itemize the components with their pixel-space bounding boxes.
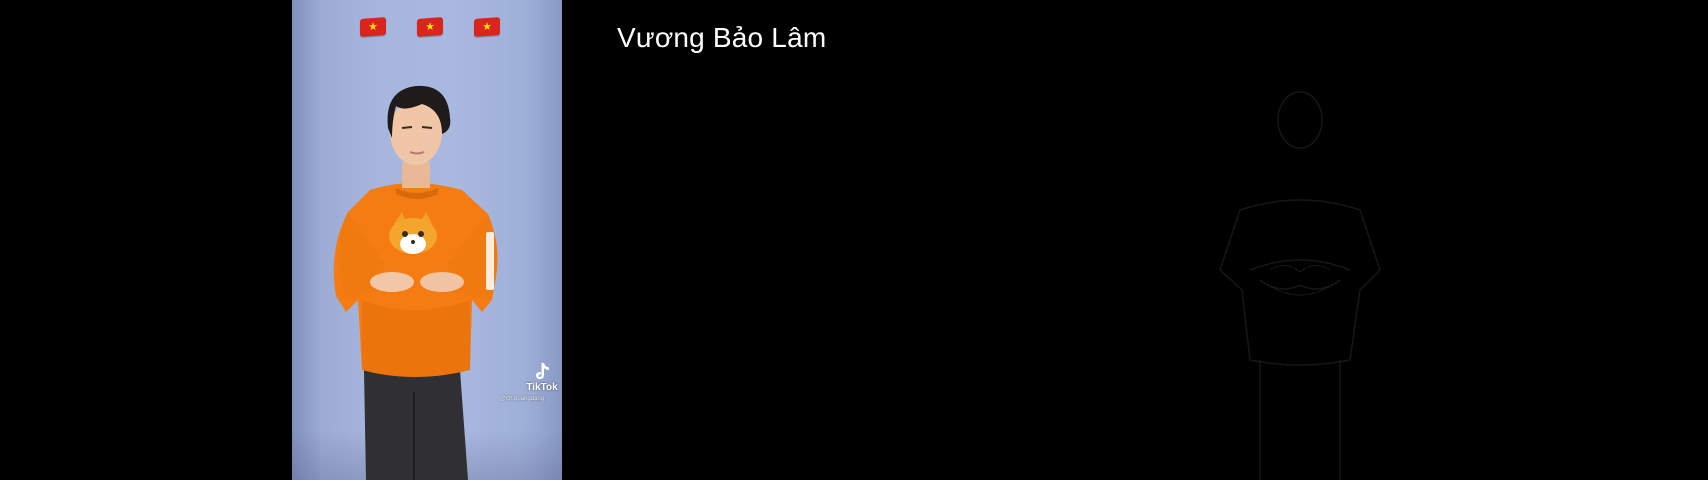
faded-figure-overlay (1150, 80, 1440, 480)
vietnam-flag-icon: ★ (417, 17, 443, 37)
vietnam-flag-icon: ★ (360, 17, 386, 37)
page-title: Vương Bảo Lâm (617, 22, 827, 53)
dancer-figure (292, 0, 562, 480)
hands (370, 272, 414, 292)
vietnam-flag-icon: ★ (474, 17, 500, 37)
tiktok-watermark (522, 362, 562, 394)
tiktok-handle: @ch.quangdang (500, 396, 545, 402)
pants (364, 370, 468, 480)
tiktok-note-icon (533, 362, 551, 382)
tiktok-label: TikTok (526, 382, 558, 393)
tiktok-video-panel[interactable] (292, 0, 562, 480)
